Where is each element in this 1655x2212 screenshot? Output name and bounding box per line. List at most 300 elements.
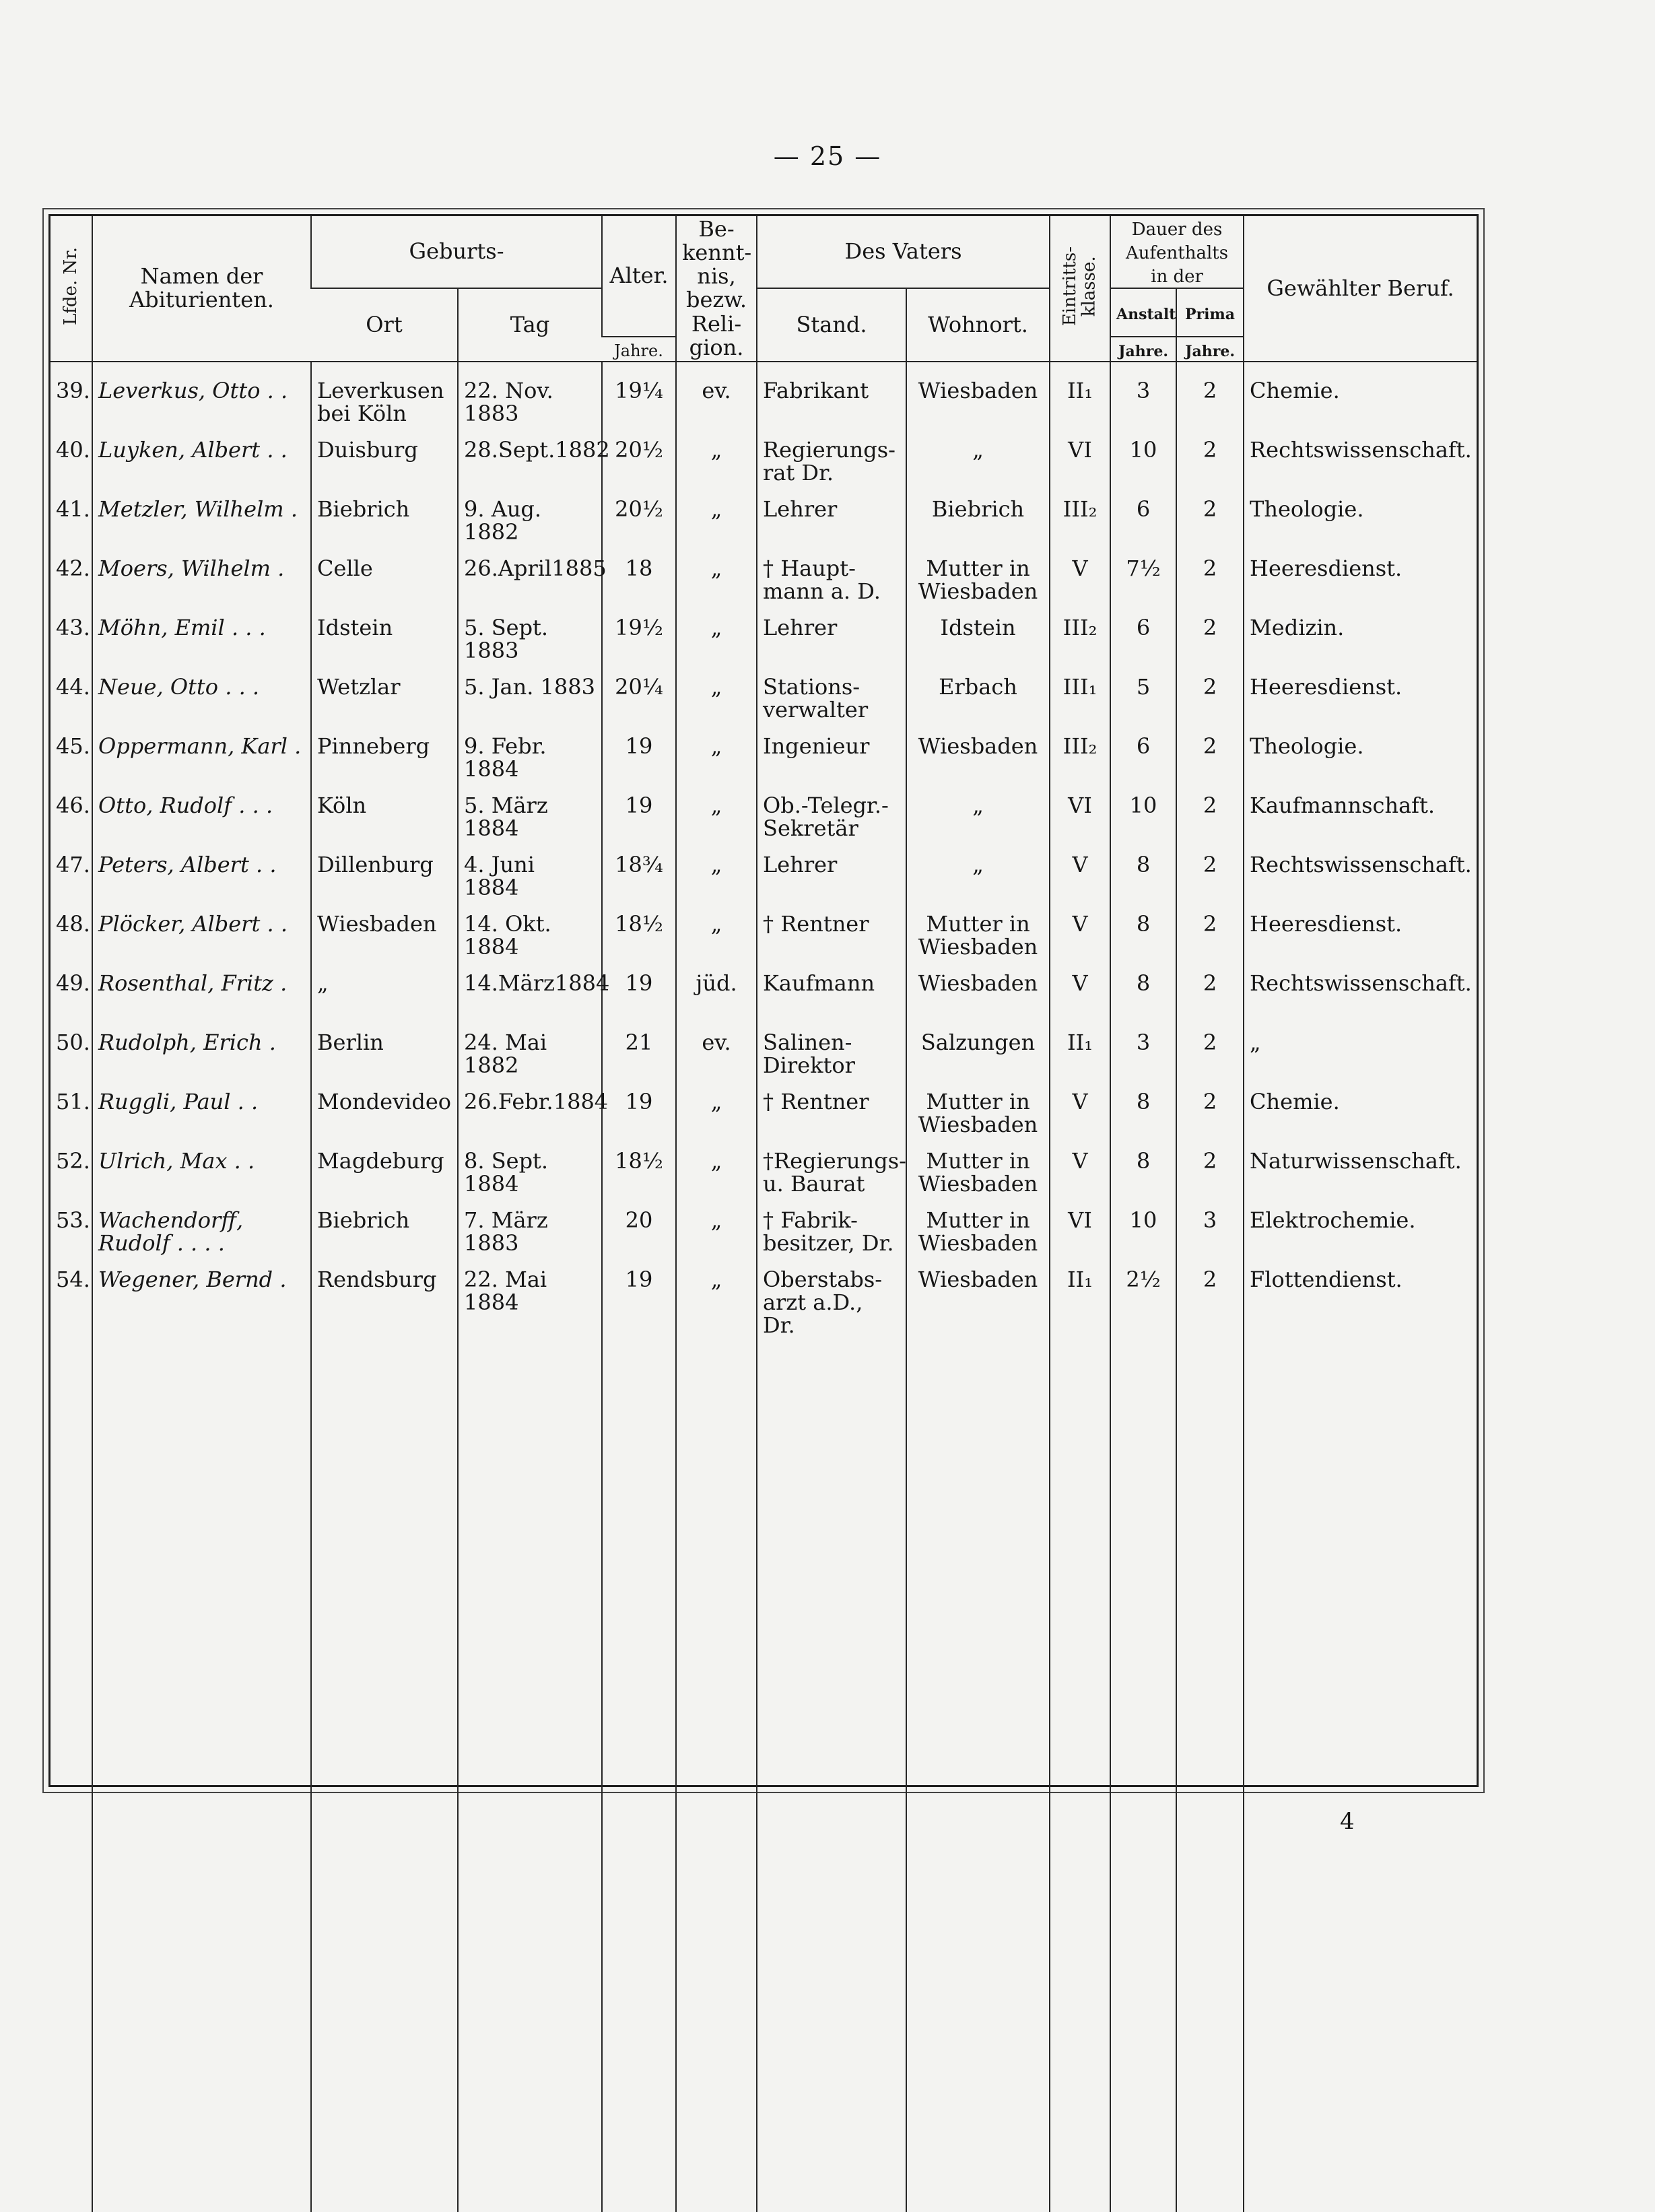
table-row <box>50 676 1477 735</box>
entry-class-text: III₂ <box>1062 614 1097 640</box>
years-school-text: 6 <box>1136 733 1151 759</box>
row-number-text: 39. <box>56 377 90 403</box>
header-dauer: Dauer des Aufenthalts in der <box>1110 216 1244 288</box>
header-alter: Alter. <box>602 216 676 337</box>
student-name-text: Wachendorff, Rudolf . . . . <box>98 1207 244 1256</box>
years-school-cell <box>1110 1147 1176 1209</box>
table-row <box>50 617 1477 676</box>
entry-class-text: VI <box>1068 1207 1092 1233</box>
table-row <box>50 1150 1477 1209</box>
entry-class-text: II₁ <box>1067 377 1093 403</box>
religion-cell <box>676 1209 757 1269</box>
father-residence-text: Mutter in Wiesbaden <box>918 1147 1038 1197</box>
row-number-cell <box>50 1147 92 1209</box>
years-prima-cell <box>1176 910 1244 972</box>
chosen-profession-cell <box>1244 1209 1477 1269</box>
birth-place-cell <box>311 851 458 913</box>
birth-date-cell <box>458 555 607 617</box>
father-residence-cell <box>906 735 1050 795</box>
header-tag: Tag <box>458 288 602 362</box>
birth-place-text: Mondevideo <box>317 1088 452 1114</box>
father-residence-cell <box>906 673 1050 735</box>
empty-cell <box>311 1337 458 2212</box>
religion-cell <box>676 851 757 913</box>
row-number-text: 44. <box>56 673 90 700</box>
row-number-cell <box>50 673 92 735</box>
student-name-cell <box>92 910 311 972</box>
birth-place-cell <box>311 792 458 854</box>
birth-date-cell <box>458 1209 602 1269</box>
birth-date-cell <box>458 614 602 676</box>
birth-place-text: Wetzlar <box>317 673 401 700</box>
religion-text: „ <box>710 733 722 759</box>
birth-place-cell <box>311 1147 458 1209</box>
chosen-profession-text: Heeresdienst. <box>1250 910 1403 937</box>
years-prima-text: 3 <box>1203 1207 1217 1233</box>
father-occupation-cell <box>757 555 906 617</box>
age-cell <box>602 498 676 558</box>
years-prima-cell <box>1176 1147 1244 1209</box>
father-occupation-cell <box>757 910 906 972</box>
entry-class-text: V <box>1072 851 1088 877</box>
birth-place-cell <box>311 673 458 735</box>
chosen-profession-text: „ <box>1250 1029 1261 1055</box>
birth-place-text: Duisburg <box>317 436 418 463</box>
empty-cell <box>50 1337 92 2212</box>
chosen-profession-cell <box>1244 614 1477 676</box>
student-name-text: Rudolph, Erich . <box>98 1029 276 1055</box>
father-residence-text: Wiesbaden <box>918 377 1038 403</box>
years-school-text: 6 <box>1136 614 1151 640</box>
father-residence-text: „ <box>972 792 984 818</box>
father-residence-cell <box>906 1088 1050 1150</box>
header-spacer <box>757 362 906 380</box>
years-prima-text: 2 <box>1203 673 1217 700</box>
student-name-text: Luyken, Albert . . <box>98 436 288 463</box>
years-school-text: 10 <box>1129 1207 1157 1233</box>
birth-date-text: 14. Okt. 1884 <box>464 910 551 960</box>
entry-class-text: V <box>1072 970 1088 996</box>
father-residence-text: Salzungen <box>920 1029 1036 1055</box>
row-number-cell <box>50 614 92 676</box>
years-school-cell <box>1110 436 1176 498</box>
chosen-profession-text: Kaufmannschaft. <box>1250 792 1436 818</box>
father-residence-text: Biebrich <box>931 496 1025 522</box>
father-residence-text: Mutter in Wiesbaden <box>918 1207 1038 1256</box>
row-number-text: 54. <box>56 1266 90 1292</box>
age-text: 18¾ <box>615 851 663 877</box>
birth-date-text: 22. Mai 1884 <box>464 1266 547 1315</box>
father-occupation-cell <box>757 377 906 439</box>
father-residence-cell <box>906 851 1050 913</box>
chosen-profession-text: Rechtswissenschaft. <box>1250 970 1472 996</box>
years-school-text: 10 <box>1129 436 1157 463</box>
years-prima-text: 2 <box>1203 555 1217 581</box>
row-number-text: 45. <box>56 733 90 759</box>
entry-class-text: III₂ <box>1062 733 1097 759</box>
years-prima-cell <box>1176 498 1244 558</box>
student-name-text: Möhn, Emil . . . <box>98 614 266 640</box>
empty-cell <box>1244 1337 1477 2212</box>
father-residence-text: Mutter in Wiesbaden <box>918 910 1038 960</box>
father-residence-cell <box>906 498 1050 558</box>
father-occupation-text: Stations- verwalter <box>763 673 869 723</box>
age-cell <box>602 1029 676 1091</box>
row-number-cell <box>50 792 92 854</box>
student-name-text: Neue, Otto . . . <box>98 673 260 700</box>
years-prima-cell <box>1176 851 1244 913</box>
father-occupation-text: Fabrikant <box>763 377 869 403</box>
chosen-profession-cell <box>1244 910 1477 972</box>
birth-place-text: Idstein <box>317 614 393 640</box>
row-number-cell <box>50 910 92 972</box>
student-name-cell <box>92 555 311 617</box>
age-cell <box>602 673 676 735</box>
religion-cell <box>676 735 757 795</box>
father-residence-cell <box>906 910 1050 972</box>
father-occupation-text: Ob.-Telegr.- Sekretär <box>763 792 889 841</box>
table-row <box>50 735 1477 795</box>
chosen-profession-cell <box>1244 1088 1477 1150</box>
birth-date-cell <box>458 436 610 498</box>
years-school-text: 8 <box>1136 910 1151 937</box>
years-school-cell <box>1110 1088 1176 1150</box>
header-jahre-prima: Jahre. <box>1176 337 1244 362</box>
empty-cell <box>1110 1337 1176 2212</box>
father-residence-text: „ <box>972 436 984 463</box>
father-residence-text: Mutter in Wiesbaden <box>918 555 1038 604</box>
row-number-text: 47. <box>56 851 90 877</box>
birth-date-cell <box>458 735 602 795</box>
religion-text: jüd. <box>696 970 737 996</box>
age-cell <box>602 1266 676 1337</box>
father-residence-cell <box>906 972 1050 1032</box>
father-occupation-text: † Haupt- mann a. D. <box>763 555 881 604</box>
table-row <box>50 1209 1477 1269</box>
chosen-profession-text: Chemie. <box>1250 1088 1340 1114</box>
entry-class-cell <box>1050 436 1110 498</box>
row-number-cell <box>50 735 92 795</box>
age-cell <box>602 436 676 498</box>
abiturienten-table <box>50 216 1477 2212</box>
header-jahre-anstalt: Jahre. <box>1110 337 1176 362</box>
father-residence-text: Wiesbaden <box>918 970 1038 996</box>
entry-class-text: VI <box>1068 792 1092 818</box>
student-name-cell <box>92 735 311 795</box>
empty-cell <box>1050 1337 1110 2212</box>
father-occupation-cell <box>757 1147 906 1209</box>
age-text: 19 <box>625 970 653 996</box>
abiturienten-table-frame <box>48 214 1479 1787</box>
table-row <box>50 380 1477 439</box>
student-name-cell <box>92 972 311 1032</box>
father-residence-cell <box>906 1209 1050 1269</box>
father-occupation-text: Salinen- Direktor <box>763 1029 855 1078</box>
chosen-profession-cell <box>1244 377 1477 439</box>
years-school-text: 8 <box>1136 851 1151 877</box>
years-school-text: 3 <box>1136 1029 1151 1055</box>
entry-class-cell <box>1050 735 1110 795</box>
years-prima-cell <box>1176 673 1244 735</box>
entry-class-text: VI <box>1068 436 1092 463</box>
religion-cell <box>676 792 757 854</box>
chosen-profession-text: Naturwissenschaft. <box>1250 1147 1462 1174</box>
father-residence-text: „ <box>972 851 984 877</box>
father-occupation-cell <box>757 972 906 1032</box>
years-prima-text: 2 <box>1203 1088 1217 1114</box>
birth-place-text: „ <box>317 970 329 996</box>
header-vater: Des Vaters <box>757 216 1050 288</box>
birth-date-text: 26.April1885 <box>464 555 607 581</box>
religion-cell <box>676 910 757 972</box>
years-school-text: 8 <box>1136 1088 1151 1114</box>
header-spacer <box>458 362 602 380</box>
header-spacer <box>602 362 676 380</box>
student-name-cell <box>92 614 311 676</box>
birth-place-cell <box>311 1266 458 1337</box>
entry-class-cell <box>1050 1147 1110 1209</box>
row-number-text: 50. <box>56 1029 90 1055</box>
birth-place-text: Celle <box>317 555 373 581</box>
father-occupation-cell <box>757 1209 906 1269</box>
row-number-text: 43. <box>56 614 90 640</box>
religion-cell <box>676 498 757 558</box>
years-prima-text: 2 <box>1203 1029 1217 1055</box>
chosen-profession-text: Rechtswissenschaft. <box>1250 851 1472 877</box>
religion-cell <box>676 614 757 676</box>
years-school-cell <box>1110 851 1176 913</box>
father-residence-cell <box>906 436 1050 498</box>
father-residence-cell <box>906 555 1050 617</box>
age-text: 19 <box>625 733 653 759</box>
birth-date-cell <box>458 498 602 558</box>
chosen-profession-text: Flottendienst. <box>1250 1266 1403 1292</box>
religion-cell <box>676 972 757 1032</box>
father-occupation-cell <box>757 498 906 558</box>
row-number-cell <box>50 1088 92 1150</box>
years-prima-cell <box>1176 735 1244 795</box>
age-cell <box>602 910 676 972</box>
birth-date-cell <box>458 1147 602 1209</box>
birth-place-text: Köln <box>317 792 367 818</box>
father-occupation-text: Regierungs- rat Dr. <box>763 436 896 485</box>
birth-date-text: 8. Sept. 1884 <box>464 1147 549 1197</box>
student-name-text: Plöcker, Albert . . <box>98 910 288 937</box>
header-beruf: Gewählter Beruf. <box>1244 216 1477 362</box>
chosen-profession-text: Rechtswissenschaft. <box>1250 436 1472 463</box>
student-name-text: Metzler, Wilhelm . <box>98 496 298 522</box>
row-number-cell <box>50 436 92 498</box>
father-occupation-text: † Rentner <box>763 1088 869 1114</box>
religion-text: „ <box>710 614 722 640</box>
birth-place-cell <box>311 735 458 795</box>
father-occupation-cell <box>757 1029 906 1091</box>
student-name-text: Ruggli, Paul . . <box>98 1088 259 1114</box>
table-row <box>50 972 1477 1032</box>
religion-text: „ <box>710 673 722 700</box>
student-name-cell <box>92 1029 311 1091</box>
entry-class-text: V <box>1072 555 1088 581</box>
birth-place-cell <box>311 436 458 498</box>
years-prima-cell <box>1176 614 1244 676</box>
table-row <box>50 439 1477 498</box>
years-prima-cell <box>1176 1029 1244 1091</box>
father-occupation-text: † Fabrik- besitzer, Dr. <box>763 1207 894 1256</box>
header-spacer <box>1244 362 1477 380</box>
birth-date-cell <box>458 792 602 854</box>
father-occupation-cell <box>757 614 906 676</box>
header-spacer <box>1176 362 1244 380</box>
entry-class-text: V <box>1072 1088 1088 1114</box>
father-residence-text: Mutter in Wiesbaden <box>918 1088 1038 1137</box>
row-number-text: 53. <box>56 1207 90 1233</box>
table-row <box>50 795 1477 854</box>
years-prima-text: 2 <box>1203 792 1217 818</box>
entry-class-text: V <box>1072 910 1088 937</box>
years-school-cell <box>1110 377 1176 439</box>
header-spacer <box>1050 362 1110 380</box>
years-school-cell <box>1110 498 1176 558</box>
birth-date-text: 14.März1884 <box>464 970 610 996</box>
row-number-text: 48. <box>56 910 90 937</box>
row-number-cell <box>50 1209 92 1269</box>
father-occupation-cell <box>757 792 906 854</box>
years-prima-text: 2 <box>1203 496 1217 522</box>
father-residence-text: Erbach <box>939 673 1017 700</box>
age-text: 20¼ <box>615 673 663 700</box>
chosen-profession-cell <box>1244 851 1477 913</box>
father-residence-cell <box>906 377 1050 439</box>
row-number-text: 46. <box>56 792 90 818</box>
years-prima-text: 2 <box>1203 970 1217 996</box>
table-row <box>50 1032 1477 1091</box>
table-row <box>50 558 1477 617</box>
age-cell <box>602 1209 676 1269</box>
father-occupation-text: Oberstabs- arzt a.D., Dr. <box>763 1266 883 1338</box>
student-name-text: Wegener, Bernd . <box>98 1266 287 1292</box>
years-school-text: 10 <box>1129 792 1157 818</box>
birth-place-cell <box>311 1088 458 1150</box>
birth-date-cell <box>458 377 602 439</box>
years-prima-cell <box>1176 377 1244 439</box>
birth-place-cell <box>311 910 458 972</box>
student-name-text: Leverkus, Otto . . <box>98 377 288 403</box>
row-number-text: 51. <box>56 1088 90 1114</box>
abiturienten-rows <box>50 377 1477 2212</box>
sheet-signature: 4 <box>1340 1808 1355 1835</box>
empty-cell <box>1176 1337 1244 2212</box>
header-wohnort: Wohnort. <box>906 288 1050 362</box>
years-school-cell <box>1110 1029 1176 1091</box>
birth-place-cell <box>311 377 458 439</box>
student-name-cell <box>92 436 311 498</box>
header-spacer <box>1110 362 1176 380</box>
religion-cell <box>676 436 757 498</box>
age-text: 18 <box>625 555 653 581</box>
age-cell <box>602 972 676 1032</box>
father-residence-cell <box>906 1266 1050 1337</box>
father-occupation-text: Lehrer <box>763 851 838 877</box>
entry-class-cell <box>1050 1266 1110 1337</box>
birth-place-text: Dillenburg <box>317 851 434 877</box>
chosen-profession-text: Theologie. <box>1250 496 1364 522</box>
age-cell <box>602 555 676 617</box>
years-prima-cell <box>1176 1088 1244 1150</box>
age-cell <box>602 614 676 676</box>
years-prima-cell <box>1176 555 1244 617</box>
chosen-profession-cell <box>1244 555 1477 617</box>
years-school-text: 3 <box>1136 377 1151 403</box>
header-spacer <box>311 362 458 380</box>
chosen-profession-cell <box>1244 972 1477 1032</box>
table-row <box>50 854 1477 913</box>
student-name-text: Moers, Wilhelm . <box>98 555 285 581</box>
years-school-cell <box>1110 673 1176 735</box>
years-school-text: 6 <box>1136 496 1151 522</box>
student-name-cell <box>92 1147 311 1209</box>
religion-cell <box>676 1147 757 1209</box>
religion-text: „ <box>710 1088 722 1114</box>
years-school-cell <box>1110 735 1176 795</box>
religion-text: ev. <box>702 377 731 403</box>
birth-date-cell <box>458 970 610 1032</box>
years-prima-cell <box>1176 436 1244 498</box>
birth-date-text: 9. Aug. 1882 <box>464 496 542 545</box>
entry-class-cell <box>1050 498 1110 558</box>
birth-date-cell <box>458 851 602 913</box>
birth-date-text: 5. März 1884 <box>464 792 548 841</box>
age-cell <box>602 377 676 439</box>
chosen-profession-cell <box>1244 1029 1477 1091</box>
student-name-text: Ulrich, Max . . <box>98 1147 255 1174</box>
birth-date-text: 24. Mai 1882 <box>464 1029 547 1078</box>
entry-class-cell <box>1050 555 1110 617</box>
age-cell <box>602 1088 676 1150</box>
father-residence-cell <box>906 1029 1050 1091</box>
header-spacer <box>906 362 1050 380</box>
religion-text: „ <box>710 851 722 877</box>
birth-date-text: 28.Sept.1882 <box>464 436 610 463</box>
age-text: 20½ <box>615 496 663 522</box>
entry-class-cell <box>1050 1088 1110 1150</box>
age-cell <box>602 1147 676 1209</box>
birth-place-text: Biebrich <box>317 496 410 522</box>
empty-cell <box>458 1337 602 2212</box>
header-eintrittsklasse: Eintritts- klasse. <box>1050 216 1110 362</box>
religion-text: „ <box>710 1147 722 1174</box>
header-stand: Stand. <box>757 288 906 362</box>
chosen-profession-text: Medizin. <box>1250 614 1345 640</box>
birth-place-cell <box>311 972 458 1032</box>
birth-place-cell <box>311 1029 458 1091</box>
birth-date-text: 9. Febr. 1884 <box>464 733 547 782</box>
entry-class-text: V <box>1072 1147 1088 1174</box>
student-name-text: Oppermann, Karl . <box>98 733 302 759</box>
religion-cell <box>676 1029 757 1091</box>
years-prima-text: 2 <box>1203 851 1217 877</box>
years-school-cell <box>1110 910 1176 972</box>
years-prima-cell <box>1176 1209 1244 1269</box>
years-school-cell <box>1110 792 1176 854</box>
birth-place-text: Magdeburg <box>317 1147 444 1174</box>
birth-date-text: 4. Juni 1884 <box>464 851 535 900</box>
chosen-profession-cell <box>1244 498 1477 558</box>
entry-class-cell <box>1050 377 1110 439</box>
empty-filler-row <box>50 1337 1477 2212</box>
chosen-profession-cell <box>1244 792 1477 854</box>
student-name-cell <box>92 792 311 854</box>
years-prima-text: 2 <box>1203 436 1217 463</box>
